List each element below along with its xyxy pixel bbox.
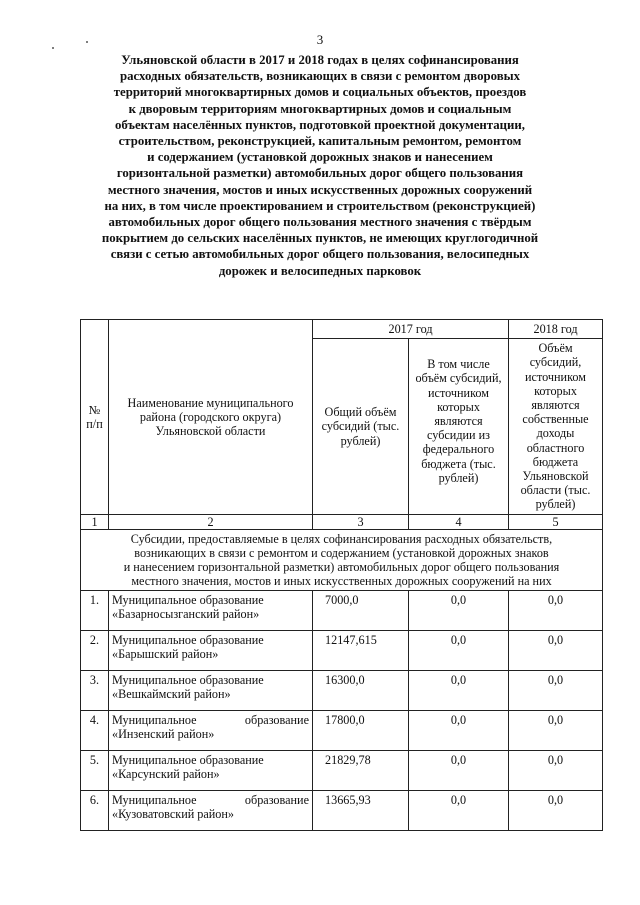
section-title: [81, 529, 603, 590]
column-number: 2: [109, 514, 313, 529]
heading-line: Ульяновской области в 2017 и 2018 годах в целях софинансирования: [121, 53, 519, 67]
heading-line: расходных обязательств, возникающих в связи с ремонтом дворовых: [120, 69, 520, 84]
heading-line: на них, в том числе проектированием и строительством (реконструкцией): [104, 198, 536, 213]
header-total-2017: Общий объём субсидий (тыс. рублей): [313, 339, 409, 514]
section-line: местного значения, мостов и иных искусственных дорожных сооружений на них: [131, 573, 552, 588]
row-name-line1: Муниципальное образование: [112, 792, 309, 807]
row-number: 4.: [81, 710, 109, 750]
row-name-line2: «Вешкаймский район»: [112, 687, 231, 702]
row-total-2017: 13665,93: [313, 790, 409, 830]
heading-line: и содержанием (установкой дорожных знаков и нанесением: [147, 150, 493, 165]
heading-line: дорожек и велосипедных парковок: [218, 263, 422, 278]
table-row: [81, 590, 603, 630]
section-row: [81, 529, 603, 590]
table-row: [81, 710, 603, 750]
row-name-line1: Муниципальное образование: [112, 712, 309, 727]
row-name-line2: «Карсунский район»: [112, 767, 220, 782]
row-name-line2: «Кузоватовский район»: [112, 807, 235, 822]
row-number: 5.: [81, 750, 109, 790]
column-number: 5: [509, 514, 603, 529]
row-name: [109, 790, 313, 830]
row-regional-2018: 0,0: [509, 790, 603, 830]
row-name-line1: Муниципальное образование: [112, 672, 264, 687]
heading-line: местного значения, мостов и иных искусственных дорожных сооружений: [107, 182, 533, 197]
row-name: [109, 670, 313, 710]
row-name-line2: «Инзенский район»: [112, 727, 215, 742]
heading-line: объектам населённых пунктов, подготовкой проектной документации,: [115, 117, 525, 132]
row-regional-2018: 0,0: [509, 750, 603, 790]
row-number: 1.: [81, 590, 109, 630]
row-name: [109, 590, 313, 630]
row-total-2017: 16300,0: [313, 670, 409, 710]
column-number: 4: [409, 514, 509, 529]
row-name-line1: Муниципальное образование: [112, 632, 264, 647]
document-heading: [84, 52, 556, 279]
header-year-2018: 2018 год: [509, 320, 603, 339]
table-row: [81, 790, 603, 830]
column-number: 1: [81, 514, 109, 529]
row-federal-2017: 0,0: [409, 590, 509, 630]
heading-line: связи с сетью автомобильных дорог общего пользования, велосипедных: [110, 247, 530, 262]
heading-line: к дворовым территориям многоквартирных домов и социальным: [128, 101, 512, 116]
row-name-line1: Муниципальное образование: [112, 592, 264, 607]
heading-line: строительством, реконструкцией, капитальным ремонтом, ремонтом: [118, 134, 522, 149]
row-federal-2017: 0,0: [409, 750, 509, 790]
row-regional-2018: 0,0: [509, 710, 603, 750]
header-number: № п/п: [81, 320, 109, 515]
row-total-2017: 12147,615: [313, 630, 409, 670]
row-regional-2018: 0,0: [509, 670, 603, 710]
row-name: [109, 710, 313, 750]
heading-line: автомобильных дорог общего пользования местного значения с твёрдым: [108, 215, 532, 230]
row-name: [109, 750, 313, 790]
header-year-2017: 2017 год: [313, 320, 509, 339]
section-line: Субсидии, предоставляемые в целях софинансирования расходных обязательств,: [130, 531, 553, 546]
heading-line: территорий многоквартирных домов и социальных объектов, проездов: [113, 85, 527, 100]
row-name: [109, 630, 313, 670]
table-row: [81, 670, 603, 710]
section-line: возникающих в связи с ремонтом и содержанием (установкой дорожных знаков: [134, 545, 549, 560]
row-federal-2017: 0,0: [409, 710, 509, 750]
row-total-2017: 17800,0: [313, 710, 409, 750]
row-federal-2017: 0,0: [409, 790, 509, 830]
heading-line: горизонтальной разметки) автомобильных дорог общего пользования: [116, 166, 524, 181]
row-federal-2017: 0,0: [409, 630, 509, 670]
row-total-2017: 21829,78: [313, 750, 409, 790]
row-number: 3.: [81, 670, 109, 710]
row-regional-2018: 0,0: [509, 630, 603, 670]
row-federal-2017: 0,0: [409, 670, 509, 710]
heading-line: покрытием до сельских населённых пунктов, не имеющих круглогодичной: [101, 231, 539, 246]
header-name: Наименование муниципального района (городского округа) Ульяновской области: [109, 320, 313, 515]
table-row: [81, 630, 603, 670]
header-federal-2017: В том числе объём субсидий, источником которых являются субсидии из федерального бюджета (тыс. рублей): [409, 339, 509, 514]
row-number: 2.: [81, 630, 109, 670]
header-regional-2018: Объём субсидий, источником которых являются собственные доходы областного бюджета Ульяновской области (тыс. рублей): [509, 339, 603, 514]
row-number: 6.: [81, 790, 109, 830]
row-total-2017: 7000,0: [313, 590, 409, 630]
row-name-line2: «Барышский район»: [112, 647, 219, 662]
subsidies-table: [80, 319, 603, 831]
header-row-years: [81, 320, 603, 339]
table-row: [81, 750, 603, 790]
row-regional-2018: 0,0: [509, 590, 603, 630]
section-line: и нанесением горизонтальной разметки) автомобильных дорог общего пользования: [123, 559, 560, 574]
column-number-row: [81, 514, 603, 529]
page-number: 3: [316, 32, 324, 47]
column-number: 3: [313, 514, 409, 529]
row-name-line1: Муниципальное образование: [112, 752, 264, 767]
row-name-line2: «Базарносызганский район»: [112, 607, 260, 622]
